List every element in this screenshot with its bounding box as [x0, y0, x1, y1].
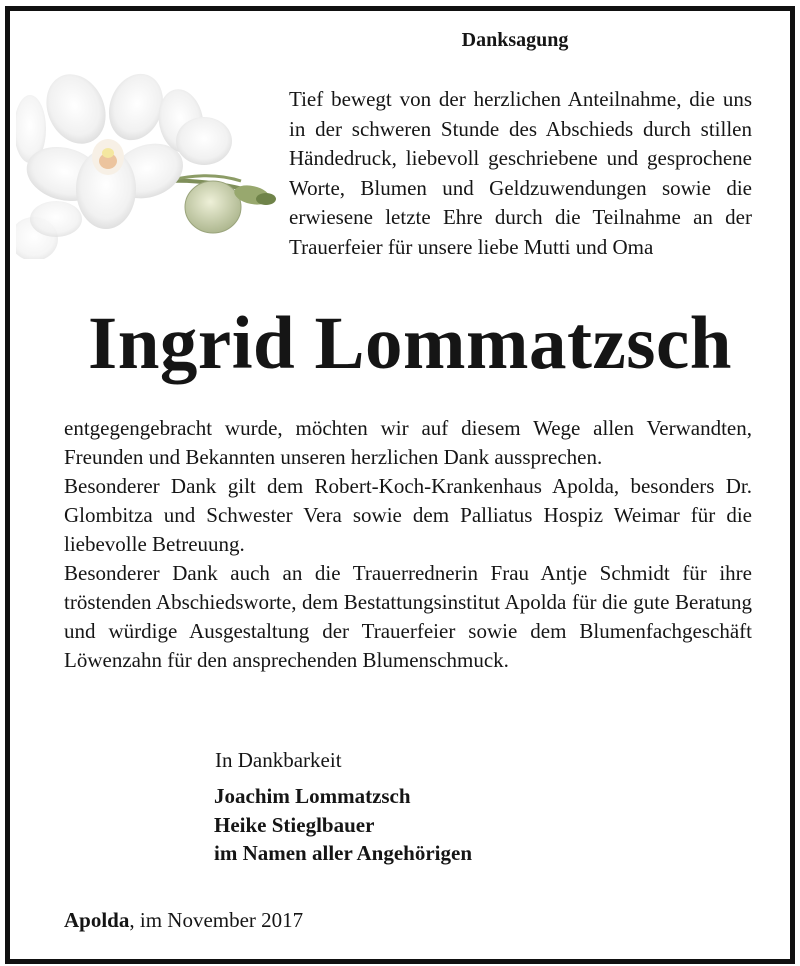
signer-note: im Namen aller Angehörigen [214, 841, 473, 865]
signer-name: Joachim Lommatzsch [214, 784, 411, 808]
signers [214, 782, 472, 868]
place-date-line [64, 906, 303, 935]
white-orchid-icon [16, 69, 278, 259]
body-paragraph: Besonderer Dank auch an die Trauerrednerin Frau Antje Schmidt für ihre tröstenden Abschiedsworte, dem Bestattungsinstitut Apolda für die gute Beratung und würdige Ausgestaltung der Trauerfeier sowie dem Blumenfachgeschäft Löwenzahn für den ansprechenden Blumenschmuck. [64, 561, 752, 672]
place-name: Apolda [64, 908, 130, 932]
deceased-name: Ingrid Lommatzsch [88, 302, 732, 385]
notice-heading: Danksagung [461, 29, 569, 51]
date-text: , im November 2017 [129, 908, 304, 932]
signoff: In Dankbarkeit [215, 748, 342, 772]
body-paragraph: entgegengebracht wurde, möchten wir auf diesem Wege allen Verwandten, Freunden und Bekannten unseren herzlichen Dank aussprechen. [64, 416, 752, 469]
signer-name: Heike Stieglbauer [214, 812, 375, 837]
body-paragraph: Besonderer Dank gilt dem Robert-Koch-Krankenhaus Apolda, besonders Dr. Glombitza und Schwester Vera sowie dem Palliatus Hospiz Weimar für die liebevolle Betreuung. [64, 474, 752, 556]
obituary-notice-frame [5, 6, 795, 964]
body-text [64, 414, 752, 675]
intro-text: Tief bewegt von der herzlichen Anteilnahme, die uns in der schweren Stunde des Abschieds durch stillen Händedruck, liebevoll geschriebene und gesprochene Worte, Blumen und Geldzuwendungen sowie die erwiesene letzte Ehre durch die Teilnahme an der Trauerfeier für unsere liebe Mutti und Oma [289, 87, 752, 259]
